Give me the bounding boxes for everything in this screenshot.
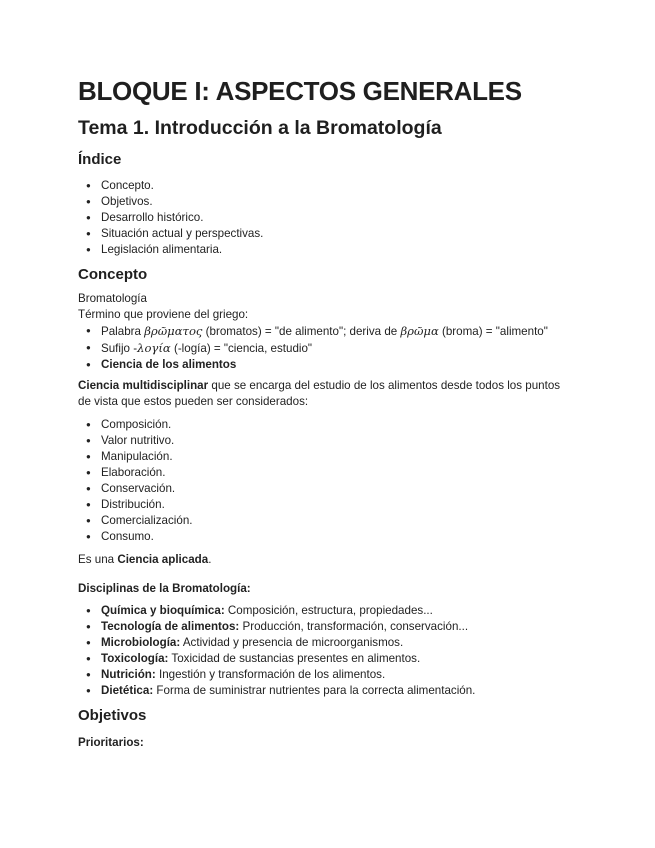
list-item: ● Manipulación. bbox=[78, 449, 193, 465]
multidisciplinary-line-1: Ciencia multidisciplinar que se encarga del estudio de los alimentos desde todos los puntos bbox=[78, 379, 561, 392]
definition-item: ● Ciencia de los alimentos bbox=[78, 357, 548, 373]
priority-subheading: Prioritarios: bbox=[78, 736, 144, 749]
discipline-item: ● Microbiología: Actividad y presencia de microorganismos. bbox=[78, 635, 475, 651]
etymology-item: ● Palabra βρῶματος (bromatos) = "de alimento"; deriva de βρῶμα (broma) = "alimento" bbox=[78, 323, 548, 340]
list-item: ● Objetivos. bbox=[78, 194, 263, 210]
discipline-item: ● Nutrición: Ingestión y transformación de los alimentos. bbox=[78, 667, 475, 683]
list-item: ● Distribución. bbox=[78, 497, 193, 513]
block-title: BLOQUE I: ASPECTOS GENERALES bbox=[78, 76, 522, 106]
index-heading: Índice bbox=[78, 151, 122, 168]
discipline-item: ● Química y bioquímica: Composición, estructura, propiedades... bbox=[78, 603, 475, 619]
list-item: ● Concepto. bbox=[78, 178, 263, 194]
objectives-heading: Objetivos bbox=[78, 707, 147, 724]
list-item: ● Comercialización. bbox=[78, 513, 193, 529]
list-item: ● Valor nutritivo. bbox=[78, 433, 193, 449]
concept-heading: Concepto bbox=[78, 266, 148, 283]
list-item: ● Conservación. bbox=[78, 481, 193, 497]
index-list bbox=[78, 178, 263, 258]
discipline-item: ● Dietética: Forma de suministrar nutrientes para la correcta alimentación. bbox=[78, 683, 475, 699]
etymology-item: ● Sufijo -λογία (-logía) = "ciencia, estudio" bbox=[78, 340, 548, 357]
list-item: ● Legislación alimentaria. bbox=[78, 242, 263, 258]
aspects-list bbox=[78, 417, 193, 545]
topic-title: Tema 1. Introducción a la Bromatología bbox=[78, 117, 442, 139]
discipline-item: ● Tecnología de alimentos: Producción, transformación, conservación... bbox=[78, 619, 475, 635]
list-item: ● Consumo. bbox=[78, 529, 193, 545]
list-item: ● Elaboración. bbox=[78, 465, 193, 481]
discipline-item: ● Toxicología: Toxicidad de sustancias presentes en alimentos. bbox=[78, 651, 475, 667]
disciplines-list bbox=[78, 603, 475, 699]
list-item: ● Desarrollo histórico. bbox=[78, 210, 263, 226]
concept-origin: Término que proviene del griego: bbox=[78, 308, 249, 321]
list-item: ● Composición. bbox=[78, 417, 193, 433]
multidisciplinary-line-2: de vista que estos pueden ser considerados: bbox=[78, 395, 309, 408]
applied-science-line: Es una Ciencia aplicada. bbox=[78, 553, 212, 566]
etymology-list bbox=[78, 323, 548, 373]
concept-term: Bromatología bbox=[78, 292, 147, 305]
disciplines-heading: Disciplinas de la Bromatología: bbox=[78, 582, 251, 595]
list-item: ● Situación actual y perspectivas. bbox=[78, 226, 263, 242]
